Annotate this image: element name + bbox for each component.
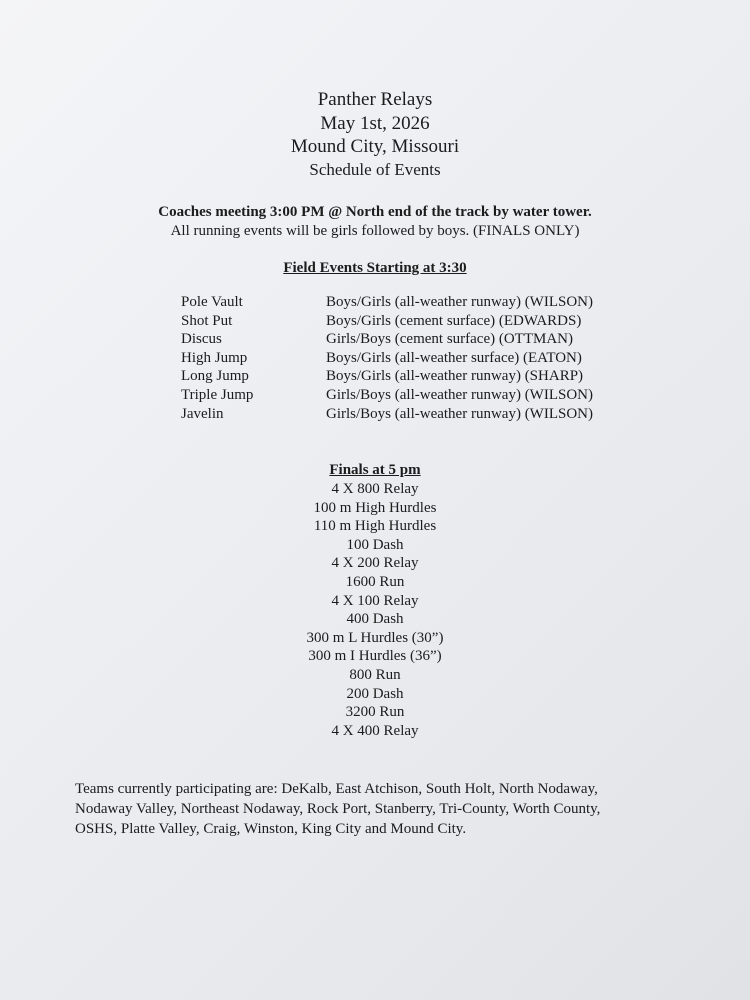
field-event-name: Javelin (181, 405, 224, 422)
field-event-row (181, 405, 661, 424)
finals-event: 4 X 100 Relay (331, 592, 419, 609)
meet-subtitle: Schedule of Events (309, 159, 441, 179)
field-event-detail: Girls/Boys (all-weather runway) (WILSON) (326, 405, 594, 422)
field-event-name: Triple Jump (181, 386, 254, 403)
field-event-detail: Boys/Girls (cement surface) (EDWARDS) (326, 312, 582, 329)
field-event-name: Discus (181, 331, 222, 348)
finals-event: 100 m High Hurdles (313, 499, 437, 516)
field-event-detail: Boys/Girls (all-weather surface) (EATON) (326, 349, 582, 366)
finals-event: 200 Dash (346, 685, 404, 702)
document-header (0, 88, 750, 181)
finals-event: 800 Run (349, 666, 401, 683)
finals-event: 4 X 800 Relay (331, 481, 419, 497)
field-event-detail: Boys/Girls (all-weather runway) (SHARP) (326, 368, 584, 385)
teams-line: OSHS, Platte Valley, Craig, Winston, King City and Mound City. (75, 821, 467, 837)
field-event-name: Long Jump (181, 368, 249, 385)
field-event-row (181, 312, 661, 331)
field-event-row (181, 349, 661, 368)
coaches-meeting-text: Coaches meeting 3:00 PM @ North end of the track by water tower. (158, 204, 592, 220)
field-events-heading: Field Events Starting at 3:30 (283, 260, 467, 276)
field-event-row (181, 330, 661, 349)
finals-event: 400 Dash (346, 611, 404, 628)
teams-line: Nodaway Valley, Northeast Nodaway, Rock Port, Stanberry, Tri-County, Worth County, (75, 801, 601, 817)
finals-event: 300 m I Hurdles (36”) (308, 648, 442, 665)
meet-date: May 1st, 2026 (320, 112, 430, 134)
field-event-row (181, 386, 661, 405)
finals-event: 100 Dash (346, 536, 404, 553)
finals-heading: Finals at 5 pm (329, 462, 421, 478)
notice-block (0, 203, 750, 241)
finals-event: 4 X 400 Relay (331, 722, 419, 739)
finals-event: 3200 Run (345, 704, 405, 721)
field-event-name: High Jump (181, 349, 248, 366)
finals-event: 1600 Run (345, 573, 405, 590)
meet-location: Mound City, Missouri (290, 136, 460, 157)
finals-event: 4 X 200 Relay (331, 555, 419, 572)
field-event-row (181, 367, 661, 386)
field-event-name: Shot Put (181, 312, 233, 329)
field-event-detail: Girls/Boys (cement surface) (OTTMAN) (326, 331, 574, 348)
participating-teams (75, 779, 675, 839)
field-event-detail: Boys/Girls (all-weather runway) (WILSON) (326, 294, 594, 310)
field-event-name: Pole Vault (181, 294, 243, 310)
finals-event: 300 m L Hurdles (30”) (306, 629, 444, 646)
running-order-text: All running events will be girls followed by boys. (FINALS ONLY) (170, 223, 580, 239)
meet-title: Panther Relays (317, 89, 433, 110)
finals-event: 110 m High Hurdles (313, 518, 437, 535)
field-event-row (181, 293, 661, 312)
finals-block (0, 461, 750, 740)
teams-line: Teams currently participating are: DeKalb, East Atchison, South Holt, North Nodaway, (75, 781, 598, 797)
field-events-table (181, 293, 661, 423)
field-event-detail: Girls/Boys (all-weather runway) (WILSON) (326, 386, 594, 403)
